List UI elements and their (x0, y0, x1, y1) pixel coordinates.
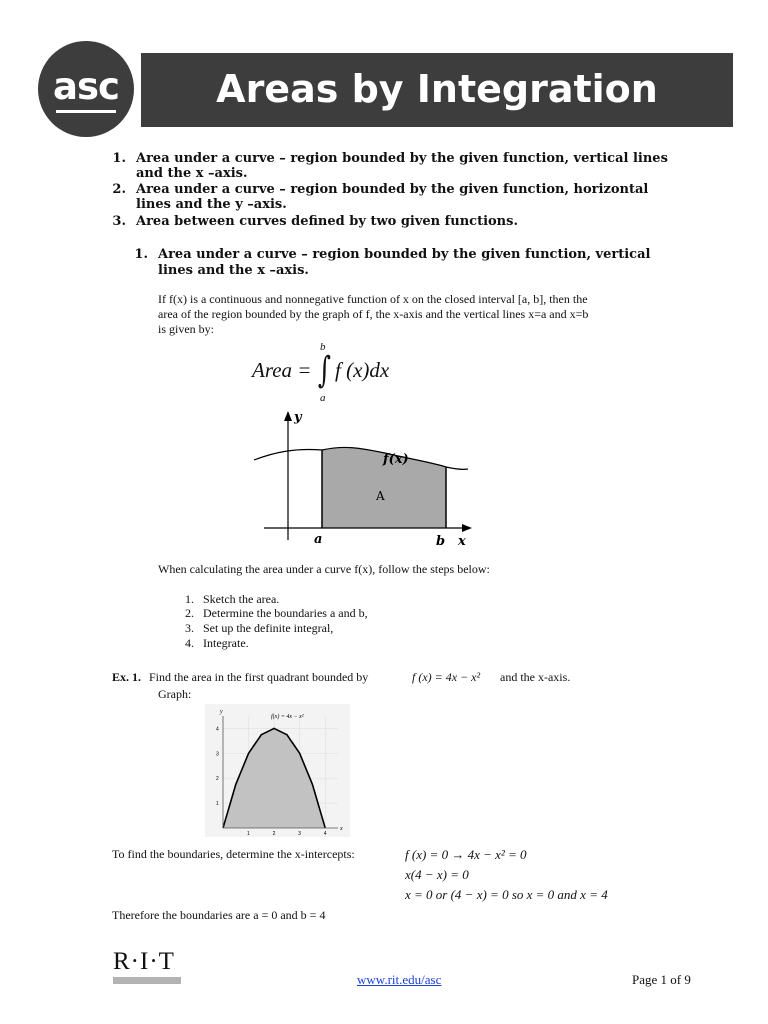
formula-integrand: f (x)dx (335, 358, 390, 382)
a-label: a (314, 532, 323, 547)
boundaries-intro: To find the boundaries, determine the x-intercepts: (112, 847, 355, 861)
topic-text: Area under a curve – region bounded by the given function, horizontal (136, 182, 649, 197)
area-under-curve-diagram (250, 405, 480, 550)
page-number: Page 1 of 9 (632, 972, 691, 987)
step-text: Set up the definite integral, (203, 621, 334, 635)
curve-label: f(x) (383, 452, 409, 467)
intro-line: If f(x) is a continuous and nonnegative function of x on the closed interval [a, b], then the (158, 292, 588, 306)
topic-text: and the x –axis. (136, 166, 248, 181)
step-text: Determine the boundaries a and b, (203, 606, 368, 620)
step-number: 1. (185, 592, 194, 606)
y-label: y (294, 410, 302, 425)
chart-x-label: x (340, 826, 343, 832)
area-label: A (376, 489, 385, 503)
intro-line: area of the region bounded by the graph of f, the x-axis and the vertical lines x=a and x=b (158, 307, 589, 321)
topic-text: Area under a curve – region bounded by the given function, vertical lines (136, 151, 668, 166)
step-number: 2. (185, 606, 194, 620)
x-label: x (458, 534, 466, 549)
title-banner (141, 53, 733, 127)
y-tick-label: 2 (216, 776, 219, 783)
logo-underline (56, 110, 116, 113)
example-graph (205, 704, 350, 837)
page-title: Areas by Integration (216, 67, 658, 111)
topic-number: 1. (112, 151, 126, 166)
example-label: Ex. 1. (112, 670, 142, 684)
y-tick-label: 4 (216, 726, 219, 733)
example-text: Find the area in the first quadrant bounded by (149, 670, 369, 684)
y-axis-arrow (284, 411, 292, 421)
intro-line: is given by: (158, 322, 214, 336)
x-tick-label: 4 (323, 831, 327, 837)
x-tick-label: 1 (247, 831, 250, 837)
boundary-equation-1: f (x) = 0 → 4x − x² = 0 (405, 847, 527, 862)
chart-y-label: y (220, 709, 223, 715)
x-tick-label: 3 (298, 831, 301, 837)
upper-limit: b (320, 341, 326, 353)
topic-text: Area between curves defined by two given functions. (136, 214, 518, 229)
steps-intro: When calculating the area under a curve f(x), follow the steps below: (158, 562, 490, 576)
boundary-equation-2: x(4 − x) = 0 (405, 867, 469, 882)
topic-number: 3. (112, 214, 126, 229)
b-label: b (436, 534, 446, 549)
step-text: Integrate. (203, 636, 249, 650)
chart-title: f(x) = 4x − x² (271, 714, 304, 720)
integral-sign: ∫ (317, 350, 331, 391)
section-title: Area under a curve – region bounded by the given function, vertical (158, 247, 651, 262)
asc-website-link[interactable]: www.rit.edu/asc (357, 972, 442, 987)
topic-number: 2. (112, 182, 126, 197)
boundaries-conclusion: Therefore the boundaries are a = 0 and b = 4 (112, 908, 326, 922)
rit-logo: R·I·T (113, 948, 175, 975)
asc-logo (38, 41, 134, 137)
example-function: f (x) = 4x − x² (412, 670, 481, 684)
y-tick-label: 1 (216, 801, 219, 808)
step-number: 4. (185, 636, 194, 650)
step-number: 3. (185, 621, 194, 635)
topic-text: lines and the y –axis. (136, 197, 287, 212)
x-axis-arrow (462, 524, 472, 532)
rit-logo-bar (113, 977, 181, 984)
example-tail: and the x-axis. (500, 670, 571, 684)
section-number: 1. (134, 247, 148, 262)
formula-lhs: Area = (252, 358, 312, 382)
y-tick-label: 3 (216, 751, 219, 758)
lower-limit: a (320, 392, 326, 404)
graph-label: Graph: (158, 687, 192, 701)
boundary-equation-3: x = 0 or (4 − x) = 0 so x = 0 and x = 4 (405, 887, 608, 902)
step-text: Sketch the area. (203, 592, 280, 606)
section-title: lines and the x –axis. (158, 263, 309, 278)
x-tick-label: 2 (272, 831, 276, 837)
logo-text: asc (53, 65, 119, 108)
